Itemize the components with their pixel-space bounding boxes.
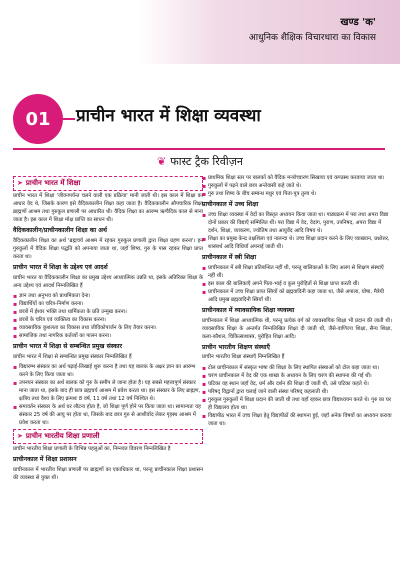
chapter-rule <box>13 148 385 150</box>
list-item: ▪ चरण प्राचीनकाल में वेद की एक शाखा के अध्ययन के लिए चरण की स्थापना की गई थी। <box>202 372 392 380</box>
paragraph: प्राचीन भारत में शिक्षा से सम्बन्धित प्रमुख संस्कार निम्नलिखित हैं <box>13 353 132 360</box>
paragraph: प्राचीनकाल में शिक्षा आध्यात्मिक थी, परन्तु प्रत्येक वर्ग को व्यावसायिक शिक्षा भी प्रदान की जाती थी। व्यावसायिक शिक्षा के अन्तर्गत निम्नलिखित शिक्षा दी जाती थी, जैसे-वाणिज्य शिक्षा, सैन्य शिक्षा, कला-कौशल, चिकित्साशास्त्र, पुरोहित शिक्षा आदि। <box>202 317 392 340</box>
subsection-title: प्राचीनकाल में स्त्री शिक्षा <box>202 254 257 262</box>
subsection-title: वैदिककालीन/प्राचीनकालीन शिक्षा का अर्थ <box>13 227 107 235</box>
bullet-list <box>202 211 392 251</box>
list-item: ▪ विद्यापीठ भारत में उच्च शिक्षा हेतु विद्यापीठों की स्थापना हुई, जहाँ अनेक विषयों का अध्ययन कराया जाता था। <box>202 412 392 428</box>
arrow-icon: ➤ <box>17 179 23 187</box>
list-item: ▪ गुरु तथा शिष्य के बीच सम्बन्ध मधुर एवं पिता-पुत्र तुल्य थे। <box>202 190 392 198</box>
subsection-heading <box>13 342 203 352</box>
list-item: ▪ गुरुकुल गुरुकुलों में शिक्षा प्रदान की जाती थी तथा यहाँ रहकर छात्र विद्याध्ययन करते थे। गुरु का घर ही विद्यालय होता था। <box>202 396 392 412</box>
paragraph: प्राचीन भारत या वैदिककालीन शिक्षा का प्रमुख उद्देश्य आध्यात्मिक उन्नति था, इसके अतिरिक्त शिक्षा के अन्य उद्देश्य एवं आदर्श निम्नलिखित हैं <box>13 274 203 289</box>
list-item: ▪ प्राचीनकाल में उच्च शिक्षा प्राप्त स्त्रियों को ब्रह्मवादिनी कहा जाता था, जैसे अपाला, घोषा, मैत्रेयी आदि प्रमुख ब्रह्मवादिनी स्त्रियाँ थीं। <box>202 288 392 304</box>
subsection-heading <box>202 306 392 316</box>
subsection-title: प्राचीनकाल में उच्च शिक्षा <box>202 201 259 209</box>
fast-track-heading <box>0 154 400 169</box>
paragraph: वैदिककालीन शिक्षा का अर्थ 'ब्रह्मचर्य आश्रम में रहकर गुरुकुल प्रणाली द्वारा शिक्षा ग्रहण करना'। इन गुरुकुलों में वैदिक शिक्षा पद्धति को अपनाया जाता था, जहाँ शिष्य, गुरु के पास रहकर शिक्षा प्राप्त करता था। <box>13 237 203 260</box>
subsection-heading <box>202 343 392 353</box>
list-item: ▪ उपनयन संस्कार का अर्थ बालक को गुरु के समीप ले जाना होता है। यह सबसे महत्त्वपूर्ण संस्कार माना जाता था, इसके बाद ही छात्र ब्रह्मचर्य आश्रम में प्रवेश करता था। इस संस्कार के लिए ब्राह्मण, क्षत्रिय तथा वैश्य के लिए क्रमशः 8 वर्ष, 11 वर्ष तथा 12 वर्ष निश्चित थे। <box>13 379 203 403</box>
list-item: ▪ प्राथमिक शिक्षा स्तर पर बालकों को वैदिक मन्त्रोच्चारण सिखाया एवं कण्ठस्थ करवाया जाता था। <box>202 174 392 182</box>
part-heading <box>249 14 376 43</box>
fast-track-label: फास्ट ट्रैक रिवीज़न <box>170 155 243 168</box>
chapter-title: प्राचीन भारत में शिक्षा व्यवस्था <box>76 106 261 126</box>
header-band <box>0 0 400 80</box>
section-title: प्राचीन भारत में शिक्षा <box>25 179 81 187</box>
list-item: ▪ व्यावसायिक कुशलता का विकास तथा जीविकोपार्जन के लिए तैयार करना। <box>13 324 203 332</box>
list-item: ▪ समावर्तन संस्कार के अर्थ घर लौटना होता है, जो शिक्षा पूर्ण होने पर किया जाता था। सामान्यतः यह संस्कार 25 वर्ष की आयु पर होता था, जिसके बाद छात्र गुरु से आशीर्वाद लेकर गृहस्थ आश्रम में प्रवेश करता था। <box>13 403 203 427</box>
list-item: ▪ घटिका वह स्थान जहाँ वेद, धर्म और दर्शन की शिक्षा दी जाती थी, उसे घटिका कहते थे। <box>202 380 392 388</box>
list-item: ▪ विद्यार्थियों का चरित्र-निर्माण करना। <box>13 300 203 308</box>
subsection-title: प्राचीनकाल में व्यावसायिक शिक्षा व्यवस्था <box>202 307 295 315</box>
paragraph: प्राचीनकाल में भारतीय शिक्षा प्रणाली पर ब्राह्मणों का एकाधिकार था, परन्तु प्राचीनकाल शिक्षा प्रशासन की व्यवस्था से युक्त थी। <box>13 466 203 481</box>
paragraph: प्राचीन भारत में शिक्षा 'जीवनपर्यन्त चलने वाली एक प्रक्रिया' मानी जाती थी। इस काल में शिक्षा का आधार वेद थे, जिसके कारण इसे वैदिककालीन शिक्षा कहा जाता है। वैदिककालीन औपचारिक शिक्षा ब्राह्मणों आश्रम तथा गुरुकुल प्रणाली पर आधारित थी। वैदिक शिक्षा का आरम्भ ऋग्वैदिक काल से माना जाता है। इस काल में शिक्षा मोक्ष प्राप्ति का साधन थी। <box>13 192 203 224</box>
subsection-title: प्राचीन भारतीय शिक्षण संस्थाएँ <box>202 343 270 351</box>
bullet-list <box>13 292 203 340</box>
part-subtitle: आधुनिक शैक्षिक विचारधारा का विकास <box>248 33 376 43</box>
subsection-title: प्राचीन भारत में शिक्षा के उद्देश्य एवं आदर्श <box>13 263 108 271</box>
bullet-list <box>13 363 203 428</box>
chapter-connector <box>63 118 75 120</box>
list-item: ▪ उच्च शिक्षा व्यवस्था में वेदों का विस्तृत अध्ययन किया जाता था। पाठ्यक्रम में परा तथा अपरा विद्या दोनों प्रकार की विद्याएँ सम्मिलित थीं। परा विद्या में वेद, वेदांग, पुराण, उपनिषद, अपरा विद्या में दर्शन, शिक्षा, व्याकरण, ज्योतिष तथा आयुर्वेद आदि विषय थे। <box>202 211 392 235</box>
subsection-heading <box>202 200 392 210</box>
list-item: ▪ ज्ञान तथा अनुभव को प्राथमिकता देना। <box>13 292 203 300</box>
list-item: ▪ सामाजिक तथा नागरिक कर्तव्यों का पालन करना। <box>13 332 203 340</box>
list-item: ▪ परिषद् विद्वानों द्वारा चलाई जाने वाली संस्था परिषद् कहलाती थी। <box>202 388 392 396</box>
bullet-list <box>202 174 392 198</box>
chapter-number-badge: 01 <box>13 94 63 144</box>
list-item: ▪ इस काल की बालिकाएँ अपने पिता-भाई व कुल पुरोहितों से शिक्षा प्राप्त करती थीं। <box>202 280 392 288</box>
list-item: ▪ विद्यारम्भ संस्कार का अर्थ पढ़ाई-लिखाई शुरू करना है तथा यह बालक के अक्षर ज्ञान का आरम्भ करने के लिए किया जाता था। <box>13 363 203 379</box>
subsection-heading <box>202 253 392 263</box>
list-item: ▪ टोल प्राचीनकाल में संस्कृत भाषा की शिक्षा के लिए स्थापित संस्थाओं को टोल कहा जाता था। <box>202 364 392 372</box>
list-item: ▪ शिक्षा का प्रमुख केन्द्र तक्षशिला एवं नालन्दा थे। उच्च शिक्षा प्रदान करने के लिए व्याख्यान, प्रश्नोत्तर, शास्त्रार्थ आदि विधियाँ अपनाई जाती थीं। <box>202 235 392 251</box>
subsection-title: प्राचीन भारत में शिक्षा से सम्बन्धित प्रमुख संस्कार <box>13 343 123 350</box>
paragraph: प्राचीन भारतीय शिक्षा प्रणाली के विभिन्न पहलुओं का, निम्नवत विवरण निम्नलिखित है <box>13 446 171 453</box>
subsection-heading <box>13 455 203 465</box>
right-column <box>202 174 392 430</box>
subsection-heading <box>13 263 203 273</box>
part-label: खण्ड 'क' <box>340 17 376 28</box>
flame-icon: ❦ <box>157 155 167 168</box>
section-title: प्राचीन भारतीय शिक्षा प्रणाली <box>25 432 100 441</box>
section-heading <box>13 429 203 444</box>
paragraph: प्राचीन भारतीय शिक्षा संस्थाएँ निम्नलिखित हैं <box>202 354 285 361</box>
subsection-heading <box>13 226 203 236</box>
bullet-list <box>202 364 392 429</box>
list-item: ▪ गुरुकुलों में पढ़ने वाले छात्र अन्तेवासी कहे जाते थे। <box>202 182 392 190</box>
list-item: ▪ प्राचीनकाल में स्त्री शिक्षा प्रतिबन्धित नहीं थी, परन्तु बालिकाओं के लिए अलग से शिक्षण संस्थाएँ नहीं थीं। <box>202 264 392 280</box>
subsection-title: प्राचीनकाल में शिक्षा प्रशासन <box>13 456 77 464</box>
left-column <box>13 174 203 484</box>
section-heading <box>13 176 203 191</box>
bullet-list <box>202 264 392 304</box>
list-item: ▪ छात्रों के चरित्र एवं व्यक्तित्व का विकास करना। <box>13 316 203 324</box>
list-item: ▪ छात्रों में ईश्वर भक्ति तथा धार्मिकता के प्रति उन्मुख करना। <box>13 308 203 316</box>
arrow-icon: ➤ <box>17 432 23 441</box>
